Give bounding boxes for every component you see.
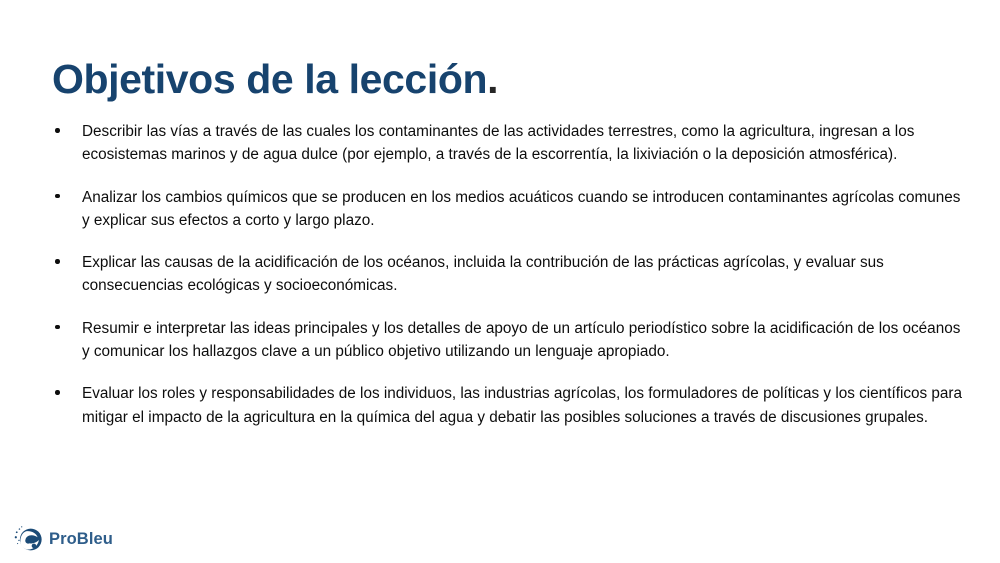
list-item — [50, 251, 965, 298]
bullet-point-icon — [55, 390, 60, 395]
objective-text: Describir las vías a través de las cuales los contaminantes de las actividades terrestres, como la agricultura, ingresan a los ecosistemas marinos y de agua dulce (por ejemplo, a través de la escorrentía, la lixiviación o la deposición atmosférica). — [82, 123, 915, 164]
list-item — [50, 186, 965, 233]
page-title — [52, 55, 498, 103]
bullet-point-icon — [55, 194, 60, 199]
objectives-list — [50, 120, 965, 429]
list-item — [50, 120, 965, 167]
brand-name: ProBleu — [49, 529, 113, 548]
objective-text: Explicar las causas de la acidificación de los océanos, incluida la contribución de las prácticas agrícolas, y evaluar sus consecuencias ecológicas y socioeconómicas. — [82, 254, 884, 295]
brand-logo — [14, 524, 113, 554]
page-title-text: Objetivos de la lección — [52, 56, 488, 102]
bullet-point-icon — [55, 325, 60, 330]
objective-text: Resumir e interpretar las ideas principales y los detalles de apoyo de un artículo periodístico sobre la acidificación de los océanos y comunicar los hallazgos clave a un público objetivo utilizando un lenguaje apropiado. — [82, 319, 961, 361]
bullet-point-icon — [55, 128, 60, 133]
list-item — [50, 317, 965, 364]
probleu-globe-icon — [14, 525, 43, 554]
objective-text: Evaluar los roles y responsabilidades de los individuos, las industrias agrícolas, los formuladores de políticas y los científicos para mitigar el impacto de la agricultura en la química del agua y debatir las posibles soluciones a través de discusiones grupales. — [82, 385, 963, 426]
list-item — [50, 382, 965, 429]
bullet-point-icon — [55, 259, 60, 264]
objective-text: Analizar los cambios químicos que se producen en los medios acuáticos cuando se introducen contaminantes agrícolas comunes y explicar sus efectos a corto y largo plazo. — [82, 188, 961, 229]
page-title-period: . — [487, 56, 499, 102]
